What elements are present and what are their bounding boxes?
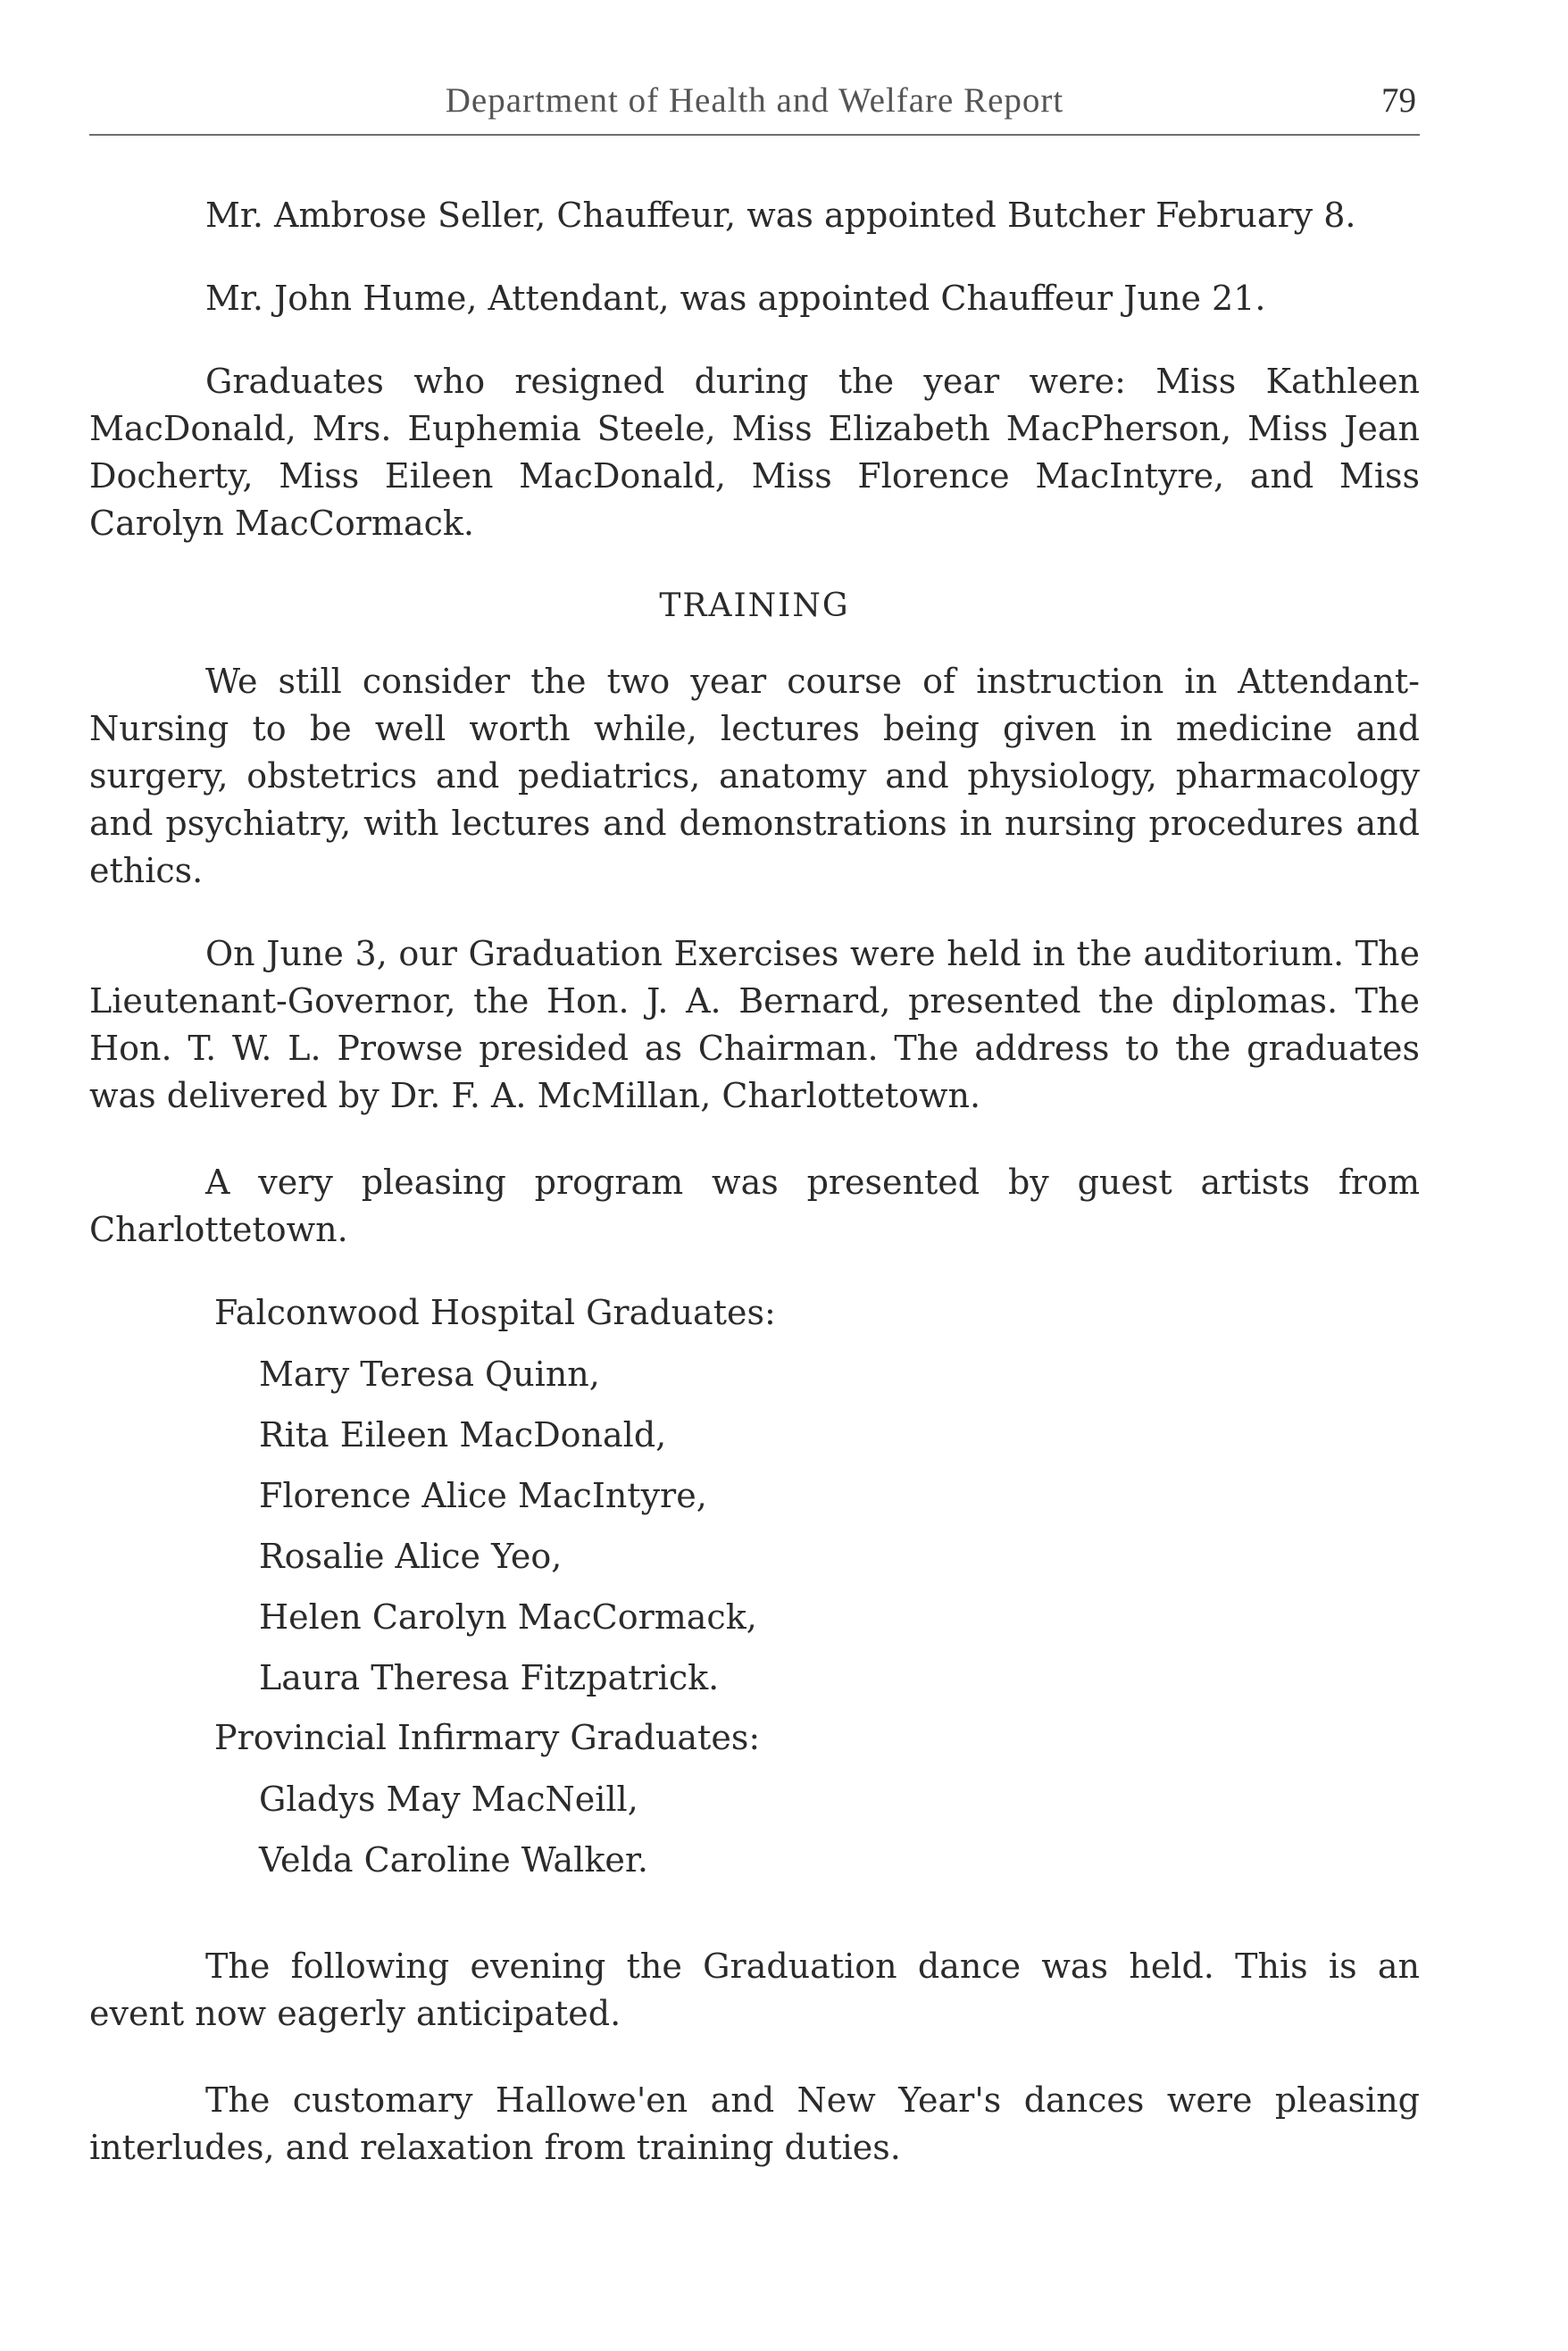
graduate-name: Helen Carolyn MacCormack, (259, 1597, 757, 1637)
paragraph-chauffeur-appointment: Mr. John Hume, Attendant, was appointed Chauffeur June 21. (205, 279, 1266, 318)
graduate-name: Florence Alice MacIntyre, (259, 1476, 707, 1515)
graduate-name: Mary Teresa Quinn, (259, 1355, 600, 1394)
graduate-name: Rita Eileen MacDonald, (259, 1415, 667, 1455)
running-title: Department of Health and Welfare Report (445, 81, 1064, 120)
paragraph-butcher-appointment: Mr. Ambrose Seller, Chauffeur, was appointed Butcher February 8. (205, 196, 1356, 235)
page-number: 79 (1381, 81, 1416, 120)
graduate-name: Laura Theresa Fitzpatrick. (259, 1658, 720, 1697)
document-page (89, 0, 1420, 2351)
section-heading-training: TRAINING (659, 588, 850, 624)
page-header (89, 79, 1420, 136)
paragraph-resignations: Graduates who resigned during the year were: Miss Kathleen MacDonald, Mrs. Euphemia Steele, Miss Elizabeth MacPherson, Miss Jean Docherty, Miss Eileen MacDonald, Miss Florence MacIntyre, and Miss Carolyn MacCormack. (89, 362, 1420, 543)
paragraph-graduation-exercises: On June 3, our Graduation Exercises were held in the auditorium. The Lieutenant-Governor, the Hon. J. A. Bernard, presented the diplomas. The Hon. T. W. L. Prowse presided as Chairman. The address to the graduates was delivered by Dr. F. A. McMillan, Charlottetown. (89, 934, 1420, 1115)
paragraph-course: We still consider the two year course of instruction in Attendant-Nursing to be well worth while, lectures being given in medicine and surgery, obstetrics and pediatrics, anatomy and physiology, pharmacology and psychiatry, with lectures and demonstrations in nursing procedures and ethics. (89, 662, 1420, 890)
paragraph-graduation-dance: The following evening the Graduation dance was held. This is an event now eagerly anticipated. (89, 1947, 1420, 2033)
paragraph-holiday-dances: The customary Hallowe'en and New Year's dances were pleasing interludes, and relaxation from training duties. (89, 2080, 1420, 2167)
graduate-name: Gladys May MacNeill, (259, 1780, 638, 1819)
paragraph-program: A very pleasing program was presented by guest artists from Charlottetown. (89, 1163, 1420, 1249)
infirmary-graduates-label: Provincial Infirmary Graduates: (214, 1718, 761, 1757)
graduate-name: Rosalie Alice Yeo, (259, 1537, 563, 1576)
falconwood-graduates-label: Falconwood Hospital Graduates: (214, 1293, 776, 1332)
graduate-name: Velda Caroline Walker. (259, 1840, 648, 1880)
page-body (89, 192, 1420, 2172)
